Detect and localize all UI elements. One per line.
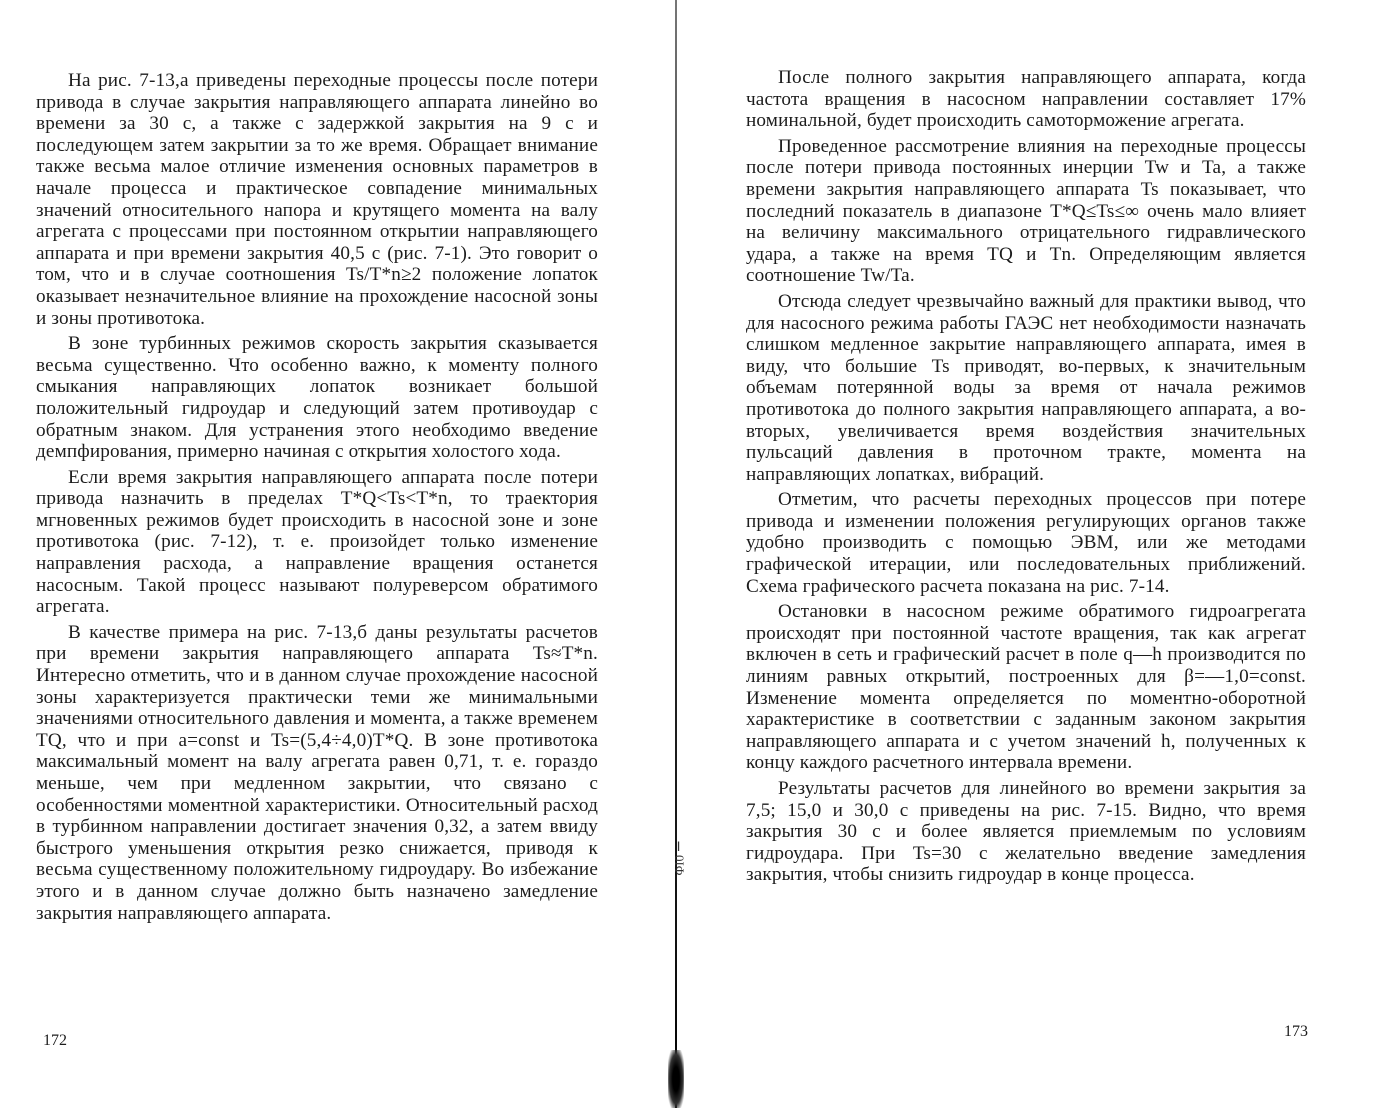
paragraph: В качестве примера на рис. 7-13,б даны результаты расчетов при времени закрытия направляющего аппарата Ts≈T*n. Интересно отметить, что и в данном случае прохождение насосной зоны характеризуется практически теми же минимальными значениями относительного давления и момента, а также временем TQ, что и при a=const и Ts=(5,4÷4,0)T*Q. В зоне противотока максимальный момент на валу агрегата равен 0,71, т. е. гораздо меньше, чем при медленном закрытии, что связано с особенностями моментной характеристики. Относительный расход в турбинном направлении достигает значения 0,32, а затем ввиду быстрого уменьшения открытия резко снижается, приводя к весьма существенному положительному гидроудару. Во избежание этого и в данном случае должно быть назначено замедление закрытия направляющего аппарата. <box>36 621 598 924</box>
page-number-left: 172 <box>43 1032 67 1049</box>
page-number-right: 173 <box>1284 1023 1308 1040</box>
gutter-shadow <box>668 1050 684 1108</box>
paragraph: Остановки в насосном режиме обратимого гидроагрегата происходят при постоянной частоте вращения, так как агрегат включен в сеть и графический расчет в поле q—h производится по линиям равных открытий, построенных для β=—1,0=const. Изменение момента определяется по моментно-оборотной характеристике в соответствии с заданным законом закрытия направляющего аппарата и с учетом значений h, полученных к концу каждого расчетного интервала времени. <box>746 601 1306 774</box>
gutter-fold-line <box>675 0 677 1108</box>
right-page <box>690 0 1376 1108</box>
paragraph: После полного закрытия направляющего аппарата, когда частота вращения в насосном направлении составляет 17% номинальной, будет происходить самоторможение агрегата. <box>746 67 1306 132</box>
right-page-text <box>746 67 1306 890</box>
paragraph: В зоне турбинных режимов скорость закрытия сказывается весьма существенно. Что особенно важно, к моменту полного смыкания направляющих лопаток возникает большой положительный гидроудар и следующий затем противоудар с обратным знаком. Для устранения этого необходимо введение демпфирования, примерно начиная с открытия холостого хода. <box>36 333 598 463</box>
book-gutter <box>660 0 690 1108</box>
paragraph: Отсюда следует чрезвычайно важный для практики вывод, что для насосного режима работы ГАЭС нет необходимости назначать слишком медленное закрытие направляющего аппарата, имея в виду, что большие Ts приводят, во-первых, к значительным объемам потерянной воды за время от начала режимов противотока до полного закрытия направляющего аппарата, а во-вторых, увеличивается время воздействия значительных пульсаций давления в проточном тракте, момента на направляющих лопатках, вибраций. <box>746 290 1306 485</box>
gutter-mark: Ⅰ0ІΦ <box>672 840 687 876</box>
left-page-text <box>36 70 598 928</box>
paragraph: Результаты расчетов для линейного во времени закрытия за 7,5; 15,0 и 30,0 с приведены на рис. 7-15. Видно, что время закрытия 30 с и более является приемлемым по условиям гидроудара. При Ts=30 с желательно введение замедления закрытия, чтобы снизить гидроудар в конце процесса. <box>746 778 1306 886</box>
paragraph: Проведенное рассмотрение влияния на переходные процессы после потери привода постоянных инерции Tw и Ta, а также времени закрытия направляющего аппарата Ts показывает, что последний показатель в диапазоне T*Q≤Ts≤∞ очень мало влияет на величину максимального отрицательного гидравлического удара, а также на время TQ и Tn. Определяющим является соотношение Tw/Ta. <box>746 135 1306 287</box>
paragraph: Если время закрытия направляющего аппарата после потери привода назначить в пределах T*Q<Ts<T*n, то траектория мгновенных режимов будет происходить в насосной зоне и зоне противотока (рис. 7-12), т. е. произойдет только изменение направления расхода, а направление вращения останется насосным. Такой процесс называют полуреверсом обратимого агрегата. <box>36 466 598 618</box>
paragraph: Отметим, что расчеты переходных процессов при потере привода и изменении положения регулирующих органов также удобно производить с помощью ЭВМ, или же методами графической итерации, или последовательных приближений. Схема графического расчета показана на рис. 7-14. <box>746 489 1306 597</box>
left-page <box>0 0 660 1108</box>
paragraph: На рис. 7-13,а приведены переходные процессы после потери привода в случае закрытия направляющего аппарата линейно во времени за 30 с, а также с задержкой закрытия на 9 с и последующем затем закрытии за то же время. Обращает внимание также весьма малое отличие изменения основных параметров в начале процесса и практическое совпадение минимальных значений относительного напора и крутящего момента на валу агрегата с процессами при постоянном открытии направляющего аппарата и при времени закрытия 40,5 с (рис. 7-1). Это говорит о том, что и в случае соотношения Ts/T*n≥2 положение лопаток оказывает незначительное влияние на прохождение насосной зоны и зоны противотока. <box>36 70 598 329</box>
